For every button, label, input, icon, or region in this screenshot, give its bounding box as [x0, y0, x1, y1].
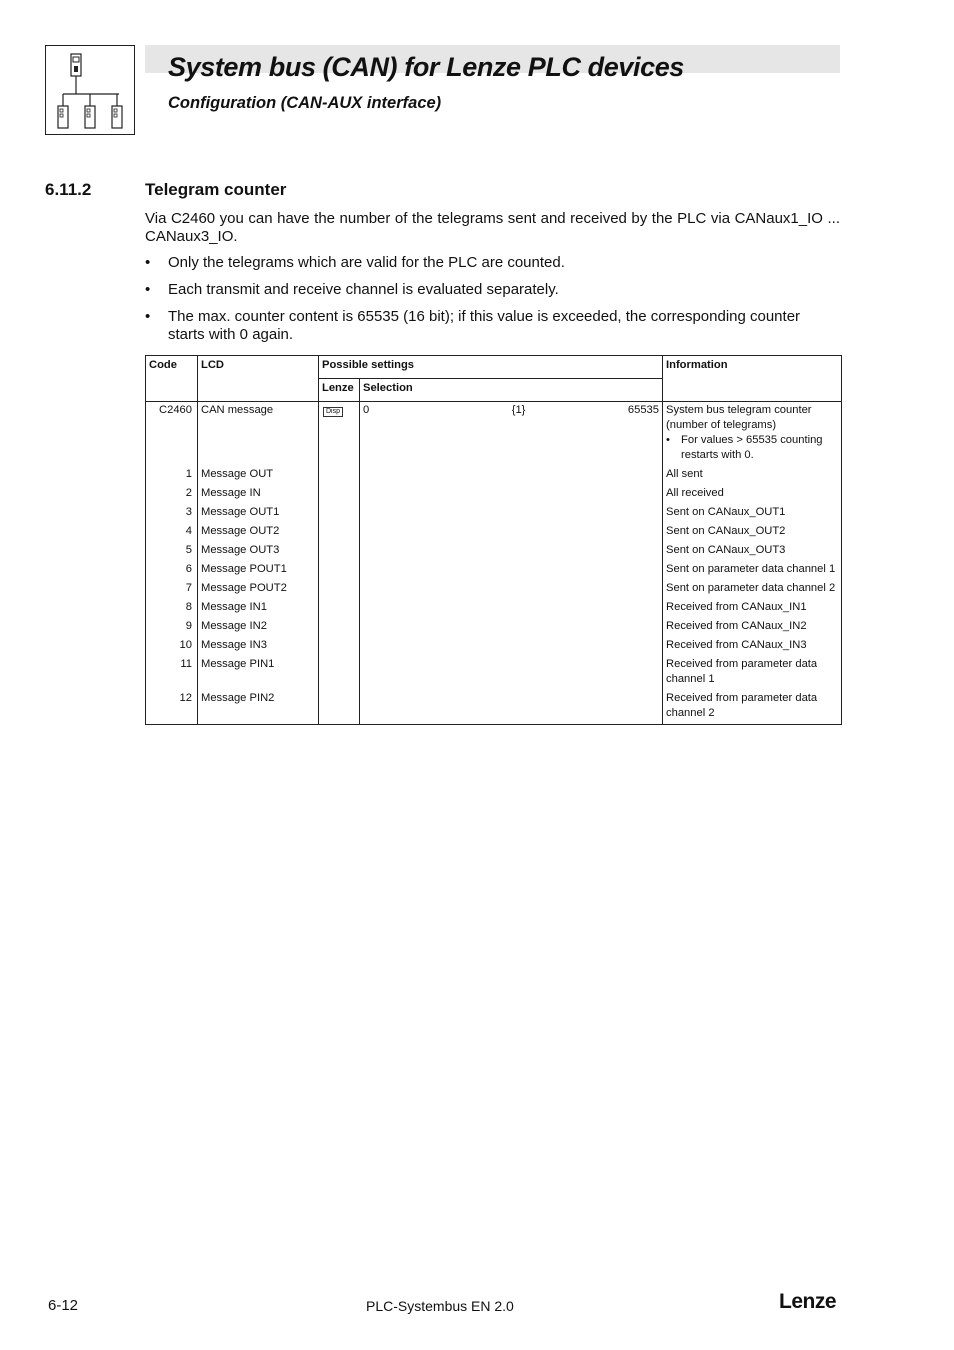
section-title: Telegram counter: [145, 180, 287, 199]
bullet-icon: •: [145, 281, 151, 298]
table-row: 3 Message OUT1 Sent on CANaux_OUT1: [146, 501, 842, 520]
list-item: • For values > 65535 counting restarts with 0.: [666, 434, 823, 461]
selection-range: 0 {1} 65535: [363, 404, 659, 416]
code-table: [145, 355, 842, 725]
header-code: Code: [146, 356, 198, 402]
table-row: 8 Message IN1 Received from CANaux_IN1: [146, 596, 842, 615]
list-item: • The max. counter content is 65535 (16 bit); if this value is exceeded, the corresponding counter starts with 0 again.: [145, 308, 801, 343]
header-lcd: LCD: [198, 356, 319, 402]
bullet-icon: •: [145, 308, 151, 325]
page-title: System bus (CAN) for Lenze PLC devices: [168, 52, 684, 82]
list-item: • Each transmit and receive channel is evaluated separately.: [145, 281, 559, 298]
table-row: 7 Message POUT2 Sent on parameter data channel 2: [146, 577, 842, 596]
bullet-list: [145, 254, 840, 353]
list-item: • Only the telegrams which are valid for the PLC are counted.: [145, 254, 565, 271]
table-row: 10 Message IN3 Received from CANaux_IN3: [146, 634, 842, 653]
disp-badge: Disp: [323, 407, 343, 417]
can-bus-network-icon: [45, 45, 135, 135]
table-row: 2 Message IN All received: [146, 482, 842, 501]
table-row: 5 Message OUT3 Sent on CANaux_OUT3: [146, 539, 842, 558]
bullet-icon: •: [666, 434, 670, 446]
table-row: C2460 CAN message Disp 0 {1} 65535 System bus telegram counter (number of telegrams) • For values > 65535 counting restarts with 0.: [146, 402, 842, 464]
table-row: 1 Message OUT All sent: [146, 463, 842, 482]
page-number: 6-12: [48, 1297, 79, 1314]
header-lenze: Lenze: [319, 379, 360, 402]
header-selection: Selection: [360, 379, 663, 402]
bullet-icon: •: [145, 254, 151, 271]
table-row: 6 Message POUT1 Sent on parameter data channel 1: [146, 558, 842, 577]
table-row: 9 Message IN2 Received from CANaux_IN2: [146, 615, 842, 634]
lenze-logo: Lenze: [779, 1290, 837, 1313]
header-possible-settings: Possible settings: [319, 356, 663, 379]
page-subtitle: Configuration (CAN-AUX interface): [168, 94, 442, 112]
table-row: 12 Message PIN2 Received from parameter data channel 2: [146, 687, 842, 725]
table-row: 4 Message OUT2 Sent on CANaux_OUT2: [146, 520, 842, 539]
document-id: PLC-Systembus EN 2.0: [366, 1298, 514, 1314]
table-row: 11 Message PIN1 Received from parameter data channel 1: [146, 653, 842, 687]
intro-paragraph: Via C2460 you can have the number of the telegrams sent and received by the PLC via CANaux1_IO ... CANaux3_IO.: [145, 210, 840, 245]
section-number: 6.11.2: [45, 180, 92, 199]
header-information: Information: [663, 356, 842, 402]
